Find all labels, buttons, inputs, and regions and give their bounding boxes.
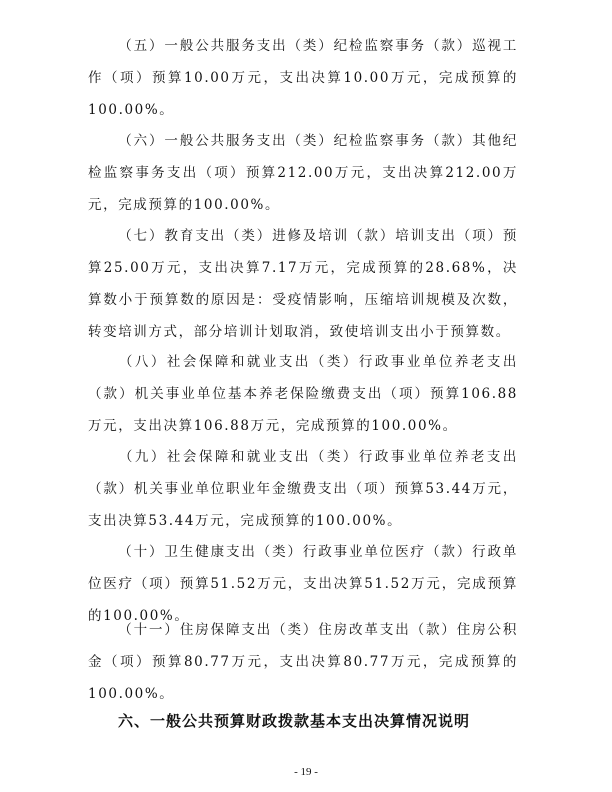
paragraph-item-8 [88,346,518,442]
section-heading: 六、一般公共预算财政拨款基本支出决算情况说明 [118,712,471,730]
paragraph-item-9 [88,441,518,537]
paragraph-text: （八）社会保障和就业支出（类）行政事业单位养老支出（款）机关事业单位基本养老保险缴费支出（项）预算106.88万元，支出决算106.88万元，完成预算的100.00%。 [88,354,518,434]
paragraph-text: （五）一般公共服务支出（类）纪检监察事务（款）巡视工作（项）预算10.00万元，支出决算10.00万元，完成预算的100.00%。 [88,38,518,118]
paragraph-text: （七）教育支出（类）进修及培训（款）培训支出（项）预算25.00万元，支出决算7.17万元，完成预算的28.68%，决算数小于预算数的原因是：受疫情影响，压缩培训规模及次数，转变培训方式，部分培训计划取消，致使培训支出小于预算数。 [88,228,518,340]
page-number: - 19 - [294,766,318,778]
paragraph-text: （十）卫生健康支出（类）行政事业单位医疗（款）行政单位医疗（项）预算51.52万元，支出决算51.52万元，完成预算的100.00%。 [88,544,518,624]
paragraph-text: （十一）住房保障支出（类）住房改革支出（款）住房公积金（项）预算80.77万元，支出决算80.77万元，完成预算的100.00%。 [88,622,518,702]
paragraph-text: （九）社会保障和就业支出（类）行政事业单位养老支出（款）机关事业单位职业年金缴费支出（项）预算53.44万元，支出决算53.44万元，完成预算的100.00%。 [88,449,518,529]
paragraph-item-5 [88,30,518,126]
paragraph-item-11 [88,614,518,710]
paragraph-text: （六）一般公共服务支出（类）纪检监察事务（款）其他纪检监察事务支出（项）预算212.00万元，支出决算212.00万元，完成预算的100.00%。 [88,133,518,213]
paragraph-item-7 [88,220,518,348]
paragraph-item-6 [88,125,518,221]
